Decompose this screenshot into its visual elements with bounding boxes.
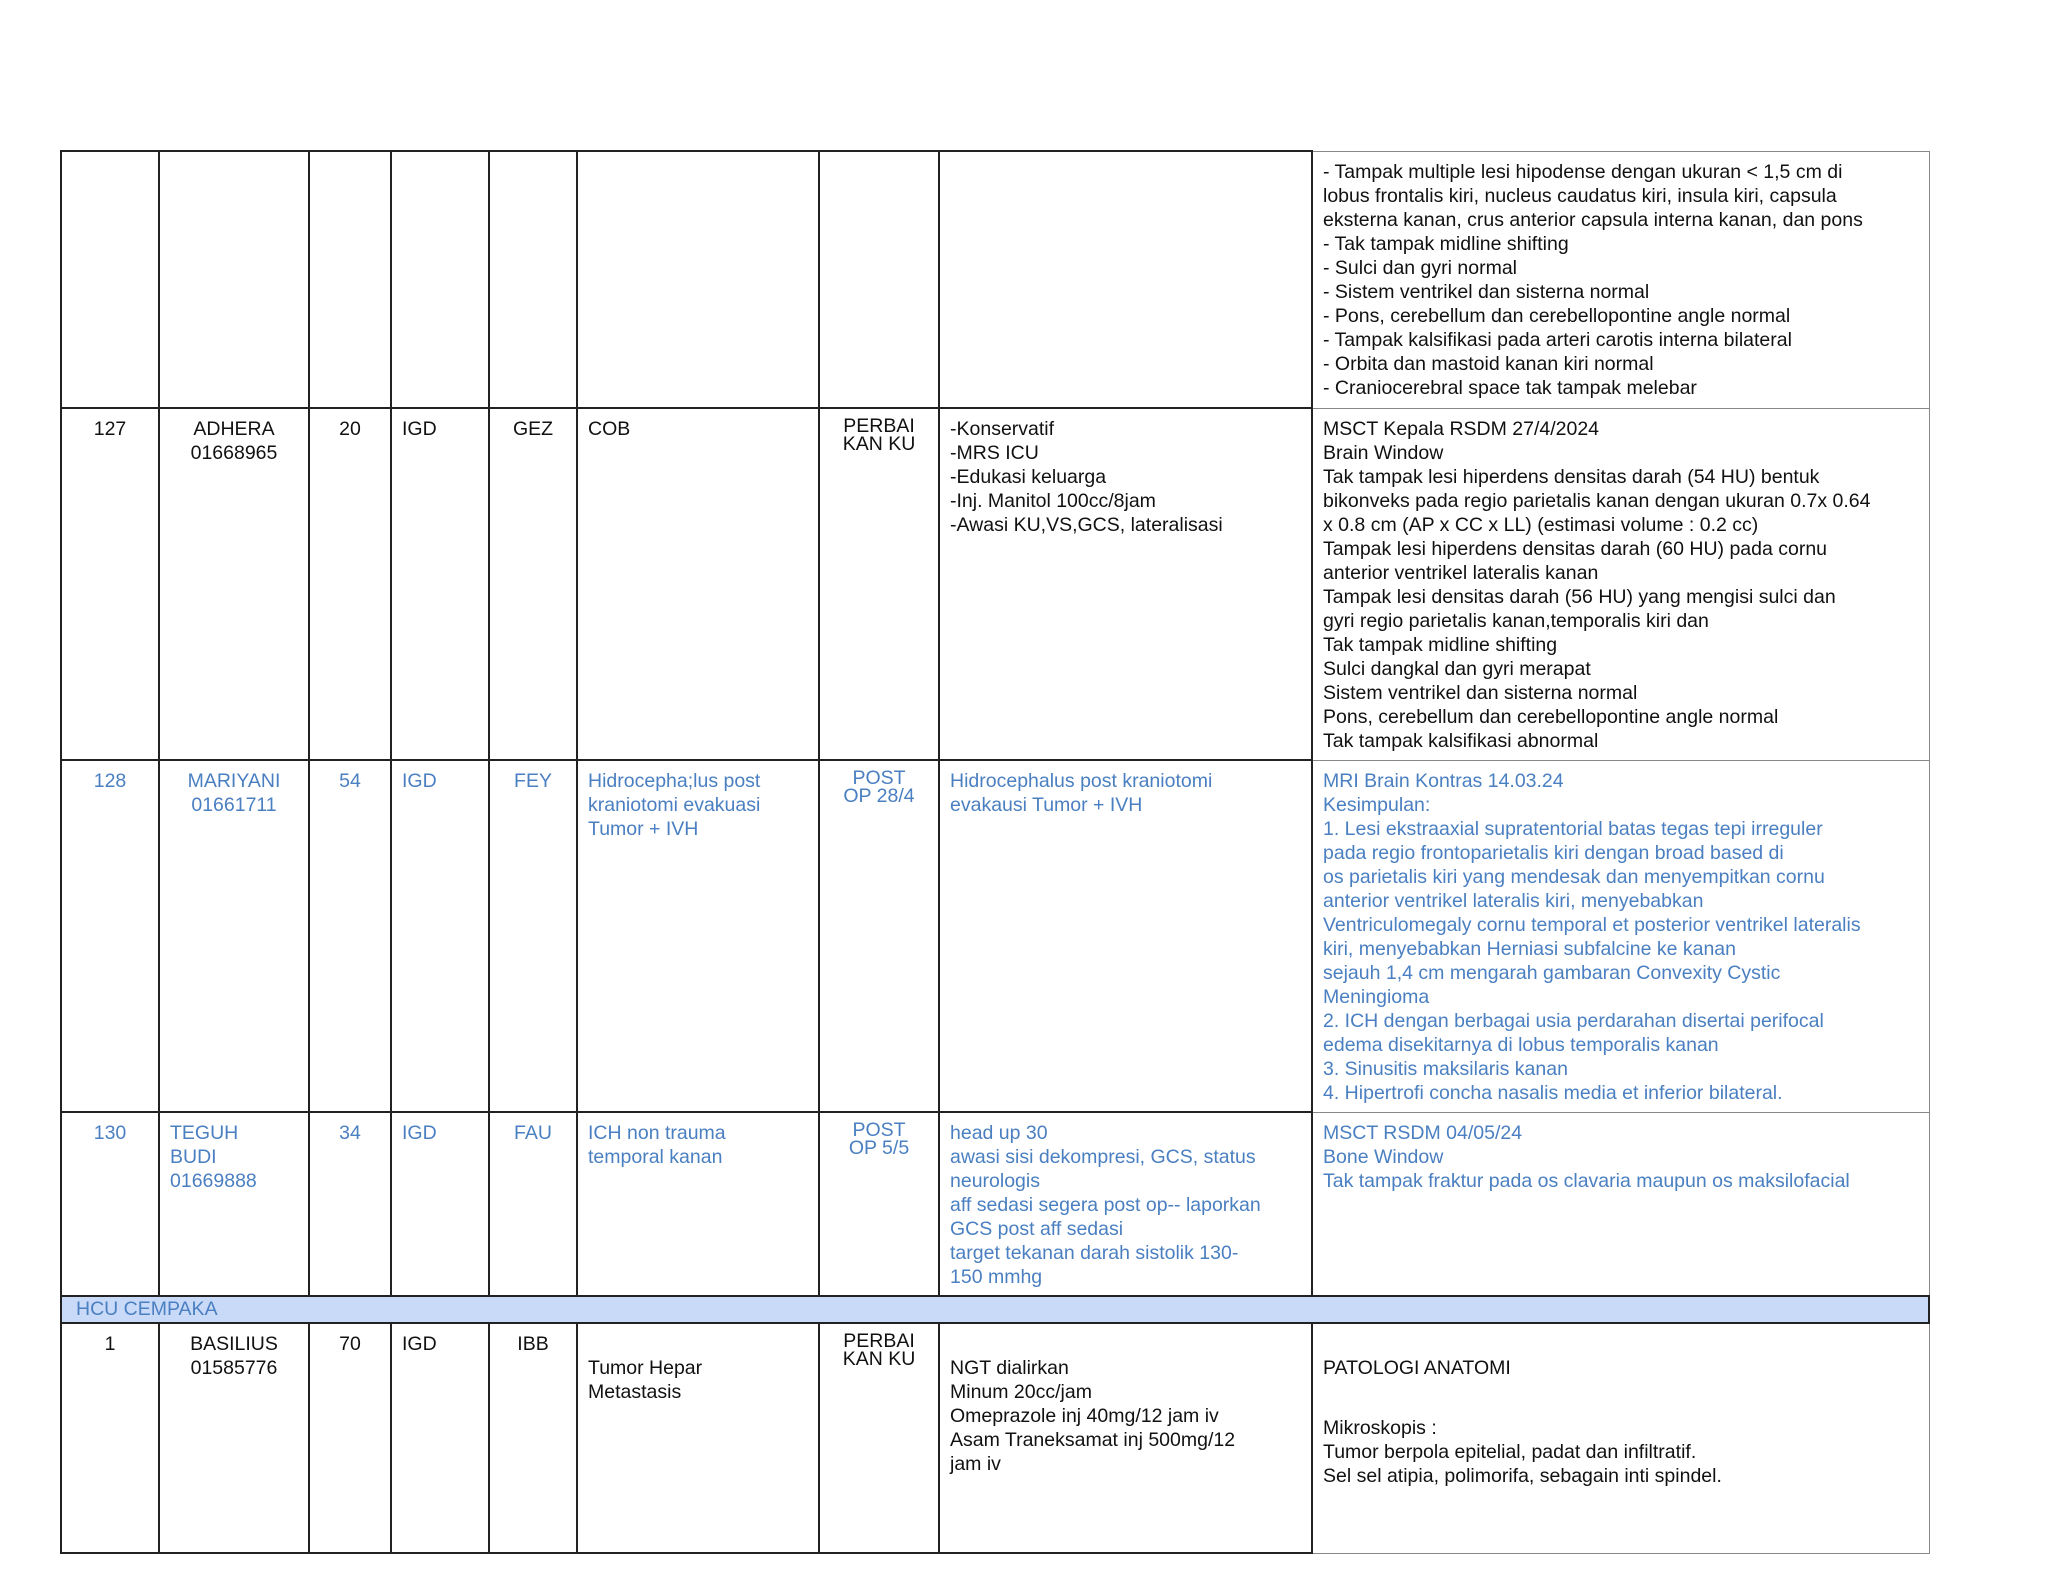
section-label: HCU CEMPAKA bbox=[61, 1296, 1929, 1323]
cell-from: IGD bbox=[391, 1112, 489, 1296]
cell-plan bbox=[939, 151, 1312, 408]
table-row bbox=[61, 151, 1929, 408]
cell-results bbox=[1312, 1323, 1929, 1553]
cell-status bbox=[819, 151, 939, 408]
diagnosis-text: Tumor Hepar Metastasis bbox=[588, 1357, 703, 1403]
cell-no bbox=[61, 151, 159, 408]
results-title: PATOLOGI ANATOMI bbox=[1323, 1357, 1511, 1379]
cell-age: 54 bbox=[309, 760, 391, 1112]
cell-age: 70 bbox=[309, 1323, 391, 1553]
cell-from bbox=[391, 151, 489, 408]
cell-name: MARIYANI 01661711 bbox=[159, 760, 309, 1112]
table-row bbox=[61, 1112, 1929, 1296]
patient-table-sheet bbox=[60, 150, 1928, 1554]
cell-plan: -Konservatif -MRS ICU -Edukasi keluarga -Inj. Manitol 100cc/8jam -Awasi KU,VS,GCS, lateralisasi bbox=[939, 408, 1312, 760]
cell-plan: Hidrocephalus post kraniotomi evakausi Tumor + IVH bbox=[939, 760, 1312, 1112]
cell-status: POST OP 28/4 bbox=[819, 760, 939, 1112]
cell-from: IGD bbox=[391, 1323, 489, 1553]
cell-doctor: FEY bbox=[489, 760, 577, 1112]
cell-results: MSCT Kepala RSDM 27/4/2024 Brain Window Tak tampak lesi hiperdens densitas darah (54 HU) bentuk bikonveks pada regio parietalis kanan dengan ukuran 0.7x 0.64 x 0.8 cm (AP x CC x LL) (estimasi volume : 0.2 cc) Tampak lesi hiperdens densitas darah (60 HU) pada cornu anterior ventrikel lateralis kanan Tampak lesi densitas darah (56 HU) yang mengisi sulci dan gyri regio parietalis kanan,temporalis kiri dan Tak tampak midline shifting Sulci dangkal dan gyri merapat Sistem ventrikel dan sisterna normal Pons, cerebellum dan cerebellopontine angle normal Tak tampak kalsifikasi abnormal bbox=[1312, 408, 1929, 760]
cell-diagnosis bbox=[577, 1323, 819, 1553]
cell-age bbox=[309, 151, 391, 408]
cell-results: MSCT RSDM 04/05/24 Bone Window Tak tampak fraktur pada os clavaria maupun os maksilofacial bbox=[1312, 1112, 1929, 1296]
cell-age: 20 bbox=[309, 408, 391, 760]
cell-no: 130 bbox=[61, 1112, 159, 1296]
cell-name: BASILIUS 01585776 bbox=[159, 1323, 309, 1553]
cell-diagnosis: COB bbox=[577, 408, 819, 760]
table-row bbox=[61, 408, 1929, 760]
cell-doctor: GEZ bbox=[489, 408, 577, 760]
cell-no: 1 bbox=[61, 1323, 159, 1553]
cell-from: IGD bbox=[391, 408, 489, 760]
cell-results: - Tampak multiple lesi hipodense dengan ukuran < 1,5 cm di lobus frontalis kiri, nucleus caudatus kiri, insula kiri, capsula eksterna kanan, crus anterior capsula interna kanan, dan pons - Tak tampak midline shifting - Sulci dan gyri normal - Sistem ventrikel dan sisterna normal - Pons, cerebellum dan cerebellopontine angle normal - Tampak kalsifikasi pada arteri carotis interna bilateral - Orbita dan mastoid kanan kiri normal - Craniocerebral space tak tampak melebar bbox=[1312, 151, 1929, 408]
cell-status: PERBAI KAN KU bbox=[819, 408, 939, 760]
cell-doctor: IBB bbox=[489, 1323, 577, 1553]
cell-plan bbox=[939, 1323, 1312, 1553]
cell-from: IGD bbox=[391, 760, 489, 1112]
cell-plan: head up 30 awasi sisi dekompresi, GCS, status neurologis aff sedasi segera post op-- laporkan GCS post aff sedasi target tekanan darah sistolik 130- 150 mmhg bbox=[939, 1112, 1312, 1296]
section-header-row bbox=[61, 1296, 1929, 1323]
table-row bbox=[61, 760, 1929, 1112]
plan-text: NGT dialirkan Minum 20cc/jam Omeprazole inj 40mg/12 jam iv Asam Traneksamat inj 500mg/12 jam iv bbox=[950, 1357, 1236, 1475]
cell-diagnosis bbox=[577, 151, 819, 408]
cell-diagnosis: ICH non trauma temporal kanan bbox=[577, 1112, 819, 1296]
cell-no: 127 bbox=[61, 408, 159, 760]
cell-doctor bbox=[489, 151, 577, 408]
cell-results: MRI Brain Kontras 14.03.24 Kesimpulan: 1. Lesi ekstraaxial supratentorial batas tegas tepi irreguler pada regio frontoparietalis kiri dengan broad based di os parietalis kiri yang mendesak dan menyempitkan cornu anterior ventrikel lateralis kiri, menyebabkan Ventriculomegaly cornu temporal et posterior ventrikel lateralis kiri, menyebabkan Herniasi subfalcine ke kanan sejauh 1,4 cm mengarah gambaran Convexity Cystic Meningioma 2. ICH dengan berbagai usia perdarahan disertai perifocal edema disekitarnya di lobus temporalis kanan 3. Sinusitis maksilaris kanan 4. Hipertrofi concha nasalis media et inferior bilateral. bbox=[1312, 760, 1929, 1112]
cell-status: PERBAI KAN KU bbox=[819, 1323, 939, 1553]
patient-table bbox=[60, 150, 1930, 1554]
cell-name: TEGUH BUDI 01669888 bbox=[159, 1112, 309, 1296]
cell-diagnosis: Hidrocepha;lus post kraniotomi evakuasi Tumor + IVH bbox=[577, 760, 819, 1112]
cell-name: ADHERA 01668965 bbox=[159, 408, 309, 760]
results-body: Mikroskopis : Tumor berpola epitelial, padat dan infiltratif. Sel sel atipia, polimorifa, sebagain inti spindel. bbox=[1323, 1417, 1722, 1487]
cell-status: POST OP 5/5 bbox=[819, 1112, 939, 1296]
cell-name bbox=[159, 151, 309, 408]
cell-age: 34 bbox=[309, 1112, 391, 1296]
cell-no: 128 bbox=[61, 760, 159, 1112]
table-row bbox=[61, 1323, 1929, 1553]
cell-doctor: FAU bbox=[489, 1112, 577, 1296]
